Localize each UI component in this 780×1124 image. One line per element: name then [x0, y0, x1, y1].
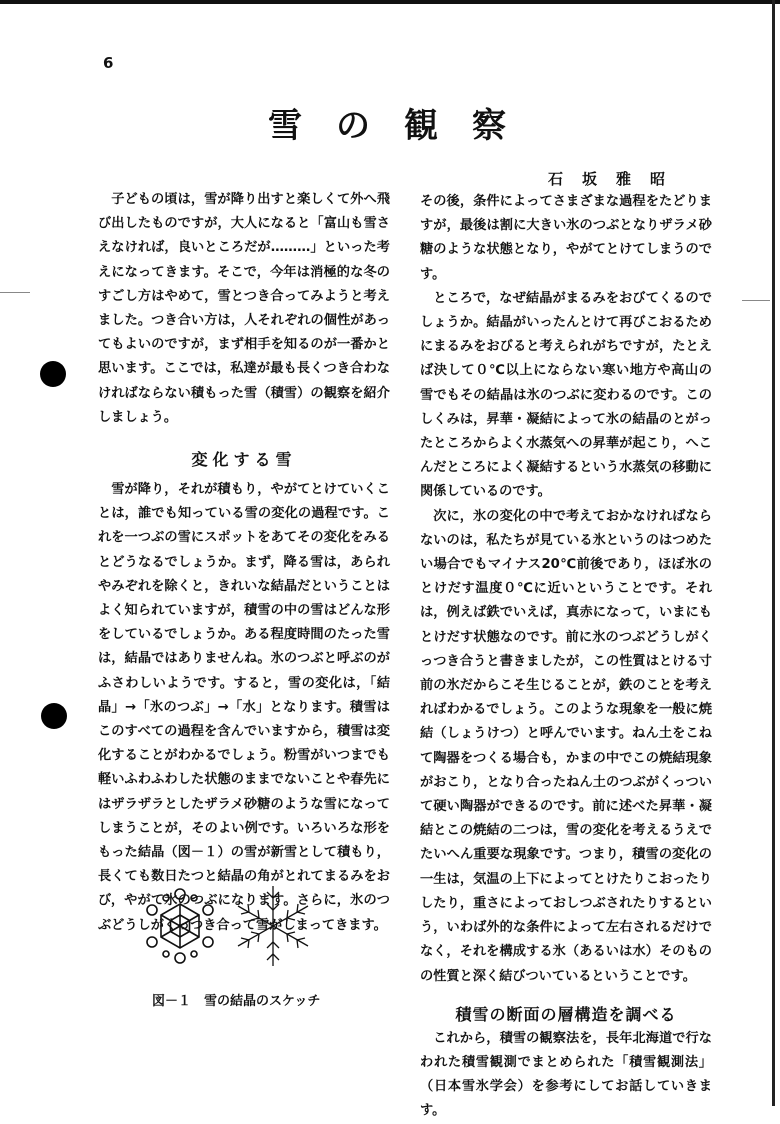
scan-mark [0, 292, 30, 293]
right-column [420, 190, 712, 1124]
dendrite-crystal [238, 886, 308, 966]
section-heading: 積雪の断面の層構造を調べる [455, 1004, 677, 1024]
snow-crystal-figure [125, 882, 325, 967]
page-title: 雪の観察 [268, 106, 540, 146]
author-name: 石坂雅昭 [548, 170, 685, 188]
binder-hole [41, 703, 67, 729]
top-border [0, 0, 780, 4]
binder-hole [40, 361, 66, 387]
left-column [98, 188, 390, 938]
figure-caption: 図－１ 雪の結晶のスケッチ [152, 994, 321, 1009]
body-paragraph: ところで，なぜ結晶がまるみをおびてくるのでしょうか。結晶がいったんとけて再びこおるためにまるみをおびると考えられがちですが，たとえば決して０℃以上にならない寒い地方や高山の雪でもその結晶は氷のつぶに変わるのです。このしくみは，昇華・凝結によって氷の結晶のとがったところからよく水蒸気への昇華が起こり，へこんだところによく凝結するという水蒸気の移動に関係しているのです。 [420, 290, 712, 500]
body-paragraph: 次に，氷の変化の中で考えておかなければならないのは，私たちが見ている氷というのはつめたい場合でもマイナス20℃前後であり，ほぼ氷のとけだす温度０℃に近いということです。それは，例えば鉄でいえば，真赤になって，いまにもとけだす状態なのです。前に氷のつぶどうしがくっつき合うと書きましたが，この性質はとける寸前の氷だからこそ生じることが，鉄のことを考えればわかるでしょう。このような現象を一般に焼結（しょうけつ）と呼んでいます。ねん土をこねて陶器をつくる場合も，かまの中でこの焼結現象がおこり，となり合ったねん土のつぶがくっついて硬い陶器ができるのです。前に述べた昇華・凝結とこの焼結の二つは，雪の変化を考えるうえでたいへん重要な現象です。つまり，積雪の変化の一生は，気温の上下によってとけたりこおったりしたり，重さによっておしつぶされたりするという，いわば外的な条件によって左右されるだけでなく，それを構成する氷（あるいは水）そのものの性質と深く結びついているということです。 [420, 508, 712, 984]
body-paragraph: その後，条件によってさまざまな過程をたどりますが，最後は割に大きい氷のつぶとなりザラメ砂糖のような状態となり，やがてとけてしまうのです。 [420, 194, 712, 282]
plate-crystal [147, 889, 213, 963]
scan-mark [742, 300, 770, 301]
body-paragraph: 雪が降り，それが積もり，やがてとけていくことは，誰でも知っている雪の変化の過程です。これを一つぶの雪にスポットをあてその変化をみるとどうなるでしょうか。まず，降る雪は，あられやみぞれを除くと，きれいな結晶だということはよく知られていますが，積雪の中の雪はどんな形をしているでしょうか。ある程度時間のたった雪は，結晶ではありませんね。氷のつぶと呼ぶのがふさわしいようです。すると，雪の変化は，「結晶」→「氷のつぶ」→「水」となります。積雪はこのすべての過程を含んでいますから，積雪は変化することがわかるでしょう。粉雪がいつまでも軽いふわふわした状態のままでないことや春先にはザラザラとしたザラメ砂糖のような雪になってしまうことが，そのよい例です。いろいろな形をもった結晶（図－１）の雪が新雪として積もり，長くても数日たつと結晶の角がとれてまるみをおび，やがて氷のつぶになります。さらに，氷のつぶどうしがくっつき合って雪がしまってきます。 [98, 482, 390, 933]
right-border [772, 0, 775, 1106]
intro-paragraph: 子どもの頃は，雪が降り出すと楽しくて外へ飛び出したものですが，大人になると「富山も雪さえなければ，良いところだが………」といった考えになってきます。そこで，今年は消極的な冬のすごし方はやめて，雪とつき合ってみようと考えました。つき合い方は，人それぞれの個性があってもよいのですが，まず相手を知るのが一番かと思います。ここでは，私達が最も長くつき合わなければならない積もった雪（積雪）の観察を紹介しましょう。 [98, 192, 390, 425]
body-paragraph: これから，積雪の観察法を，長年北海道で行なわれた積雪観測でまとめられた「積雪観測法」（日本雪氷学会）を参考にしてお話していきます。 [420, 1030, 712, 1119]
page-number: 6 [103, 54, 114, 72]
snow-crystal-sketch [125, 882, 325, 967]
section-heading: 変化する雪 [191, 450, 297, 470]
